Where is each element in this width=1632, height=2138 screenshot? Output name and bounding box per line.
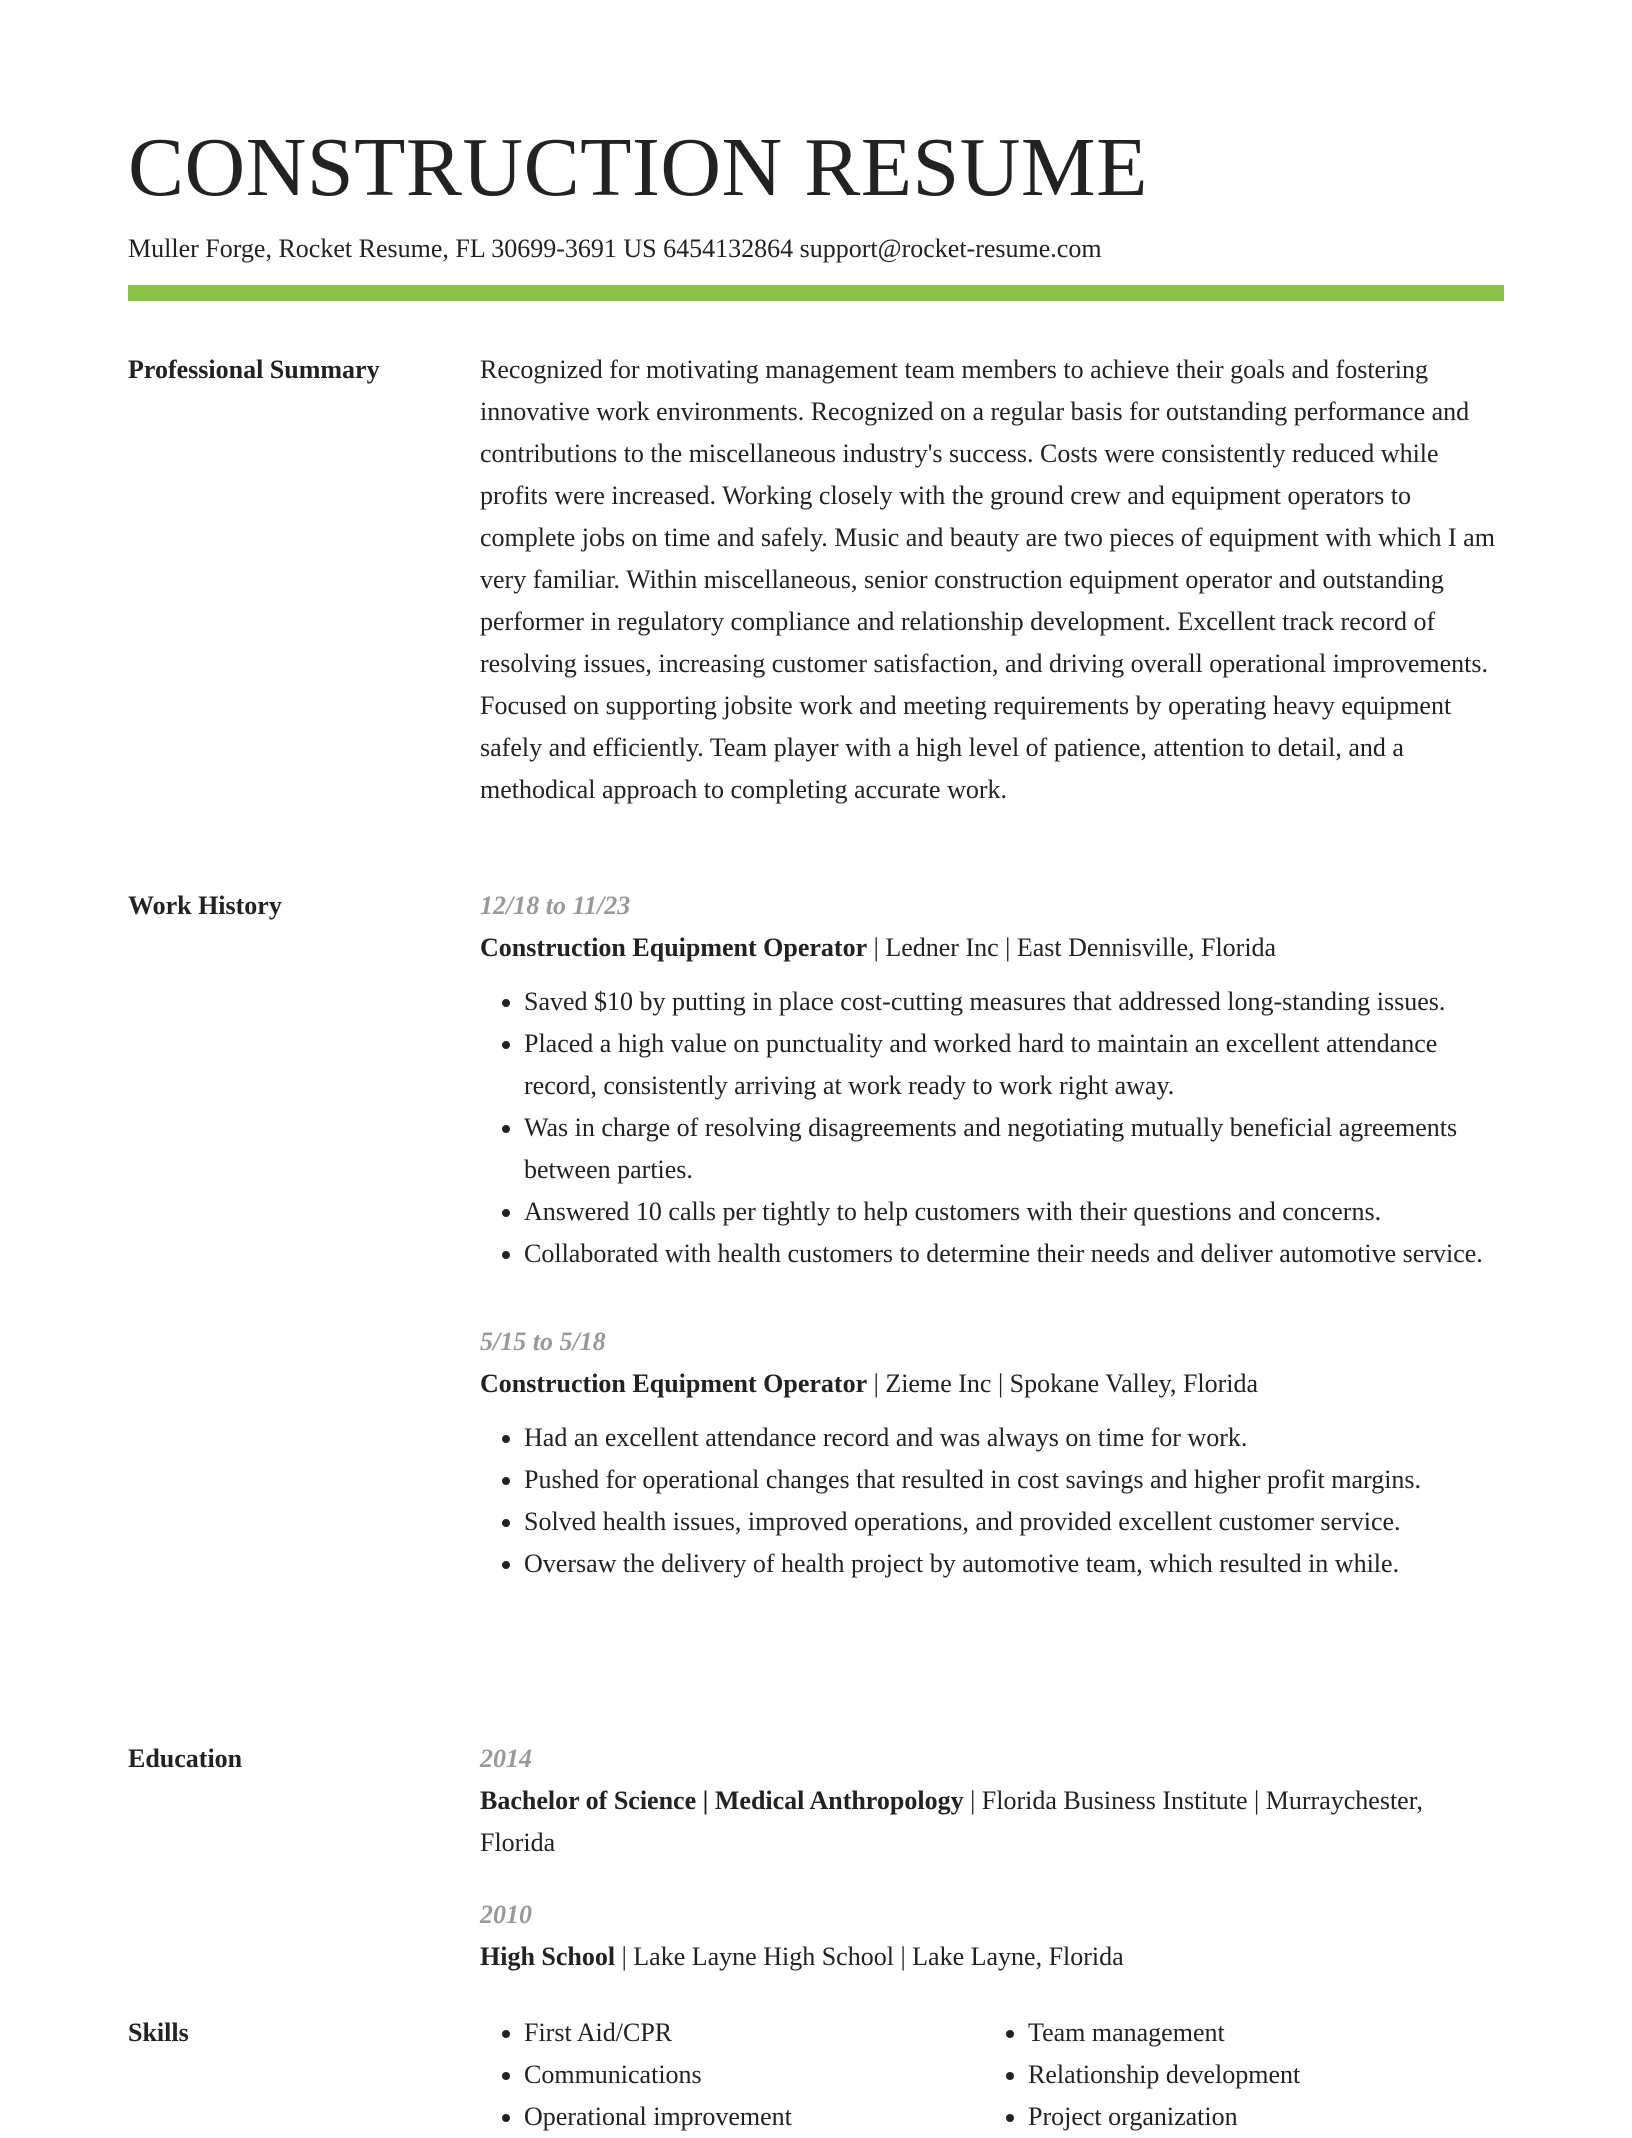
job-entry [480, 1321, 1504, 1585]
job-title: Construction Equipment Operator [480, 933, 868, 962]
job-bullet: • Answered 10 calls per tightly to help customers with their questions and concerns. [524, 1191, 1504, 1233]
job-bullet: • Solved health issues, improved operations, and provided excellent customer service. [524, 1501, 1504, 1543]
education-entry [480, 1894, 1504, 1978]
skills-heading: Skills [128, 2018, 189, 2047]
accent-divider [128, 285, 1504, 301]
summary-text: Recognized for motivating management team members to achieve their goals and fostering innovative work environments. Recognized on a regular basis for outstanding performance and contributions to the miscellaneous industry's success. Costs were consistently reduced while profits were increased. Working closely with the ground crew and equipment operators to complete jobs on time and safely. Music and beauty are two pieces of equipment with which I am very familiar. Within miscellaneous, senior construction equipment operator and outstanding performer in regulatory compliance and relationship development. Excellent track record of resolving issues, increasing customer satisfaction, and driving overall operational improvements. Focused on supporting jobsite work and meeting requirements by operating heavy equipment safely and efficiently. Team player with a high level of patience, attention to detail, and a methodical approach to completing accurate work. [480, 355, 1495, 804]
contact-email: support@rocket-resume.com [799, 234, 1102, 263]
job-entry [480, 885, 1504, 1275]
summary-heading: Professional Summary [128, 355, 380, 384]
education-year: 2014 [480, 1744, 532, 1773]
job-bullet: • Oversaw the delivery of health project by automotive team, which resulted in while. [524, 1543, 1504, 1585]
skills-grid [480, 2012, 1504, 2138]
job-bullet: • Was in charge of resolving disagreements and negotiating mutually beneficial agreements between parties. [524, 1107, 1504, 1191]
job-dates: 12/18 to 11/23 [480, 891, 631, 920]
job-details: | Ledner Inc | East Dennisville, Florida [867, 933, 1277, 962]
job-bullets [480, 981, 1504, 1275]
job-title: Construction Equipment Operator [480, 1369, 868, 1398]
contact-address: Muller Forge, Rocket Resume, FL 30699-3691 US [128, 234, 657, 263]
job-details: | Zieme Inc | Spokane Valley, Florida [867, 1369, 1259, 1398]
job-header [480, 1363, 1504, 1405]
education-details: | Florida Business Institute | Murraychester, Florida [480, 1786, 1423, 1857]
education-entry [480, 1738, 1504, 1864]
work-history-heading: Work History [128, 891, 282, 920]
skills-column [480, 2012, 984, 2138]
job-dates: 5/15 to 5/18 [480, 1327, 606, 1356]
education-body [480, 1738, 1504, 1978]
education-year: 2010 [480, 1900, 532, 1929]
job-bullet: • Saved $10 by putting in place cost-cutting measures that addressed long-standing issues. [524, 981, 1504, 1023]
skills-column [984, 2012, 1488, 2138]
skill-item: • First Aid/CPR [524, 2012, 984, 2054]
education-degree: Bachelor of Science | Medical Anthropology [480, 1786, 964, 1815]
contact-line [128, 232, 1102, 266]
skill-item: • Team management [1028, 2012, 1488, 2054]
job-bullet: • Placed a high value on punctuality and worked hard to maintain an excellent attendance record, consistently arriving at work ready to work right away. [524, 1023, 1504, 1107]
skill-item: • Relationship development [1028, 2054, 1488, 2096]
skill-item: • Communications [524, 2054, 984, 2096]
resume-title: CONSTRUCTION RESUME [128, 121, 1148, 214]
job-bullet: • Pushed for operational changes that resulted in cost savings and higher profit margins. [524, 1459, 1504, 1501]
contact-phone: 6454132864 [663, 234, 794, 263]
education-degree: High School [480, 1942, 616, 1971]
job-bullet: • Had an excellent attendance record and was always on time for work. [524, 1417, 1504, 1459]
summary-body [480, 349, 1504, 811]
education-header [480, 1936, 1504, 1978]
job-header [480, 927, 1504, 969]
job-bullets [480, 1417, 1504, 1585]
skill-item: • Operational improvement [524, 2096, 984, 2138]
education-details: | Lake Layne High School | Lake Layne, Florida [615, 1942, 1124, 1971]
education-heading: Education [128, 1744, 243, 1773]
skill-item: • Project organization [1028, 2096, 1488, 2138]
education-header [480, 1780, 1504, 1864]
work-history-body [480, 885, 1504, 1585]
skills-body [480, 2012, 1504, 2138]
job-bullet: • Collaborated with health customers to determine their needs and deliver automotive service. [524, 1233, 1504, 1275]
